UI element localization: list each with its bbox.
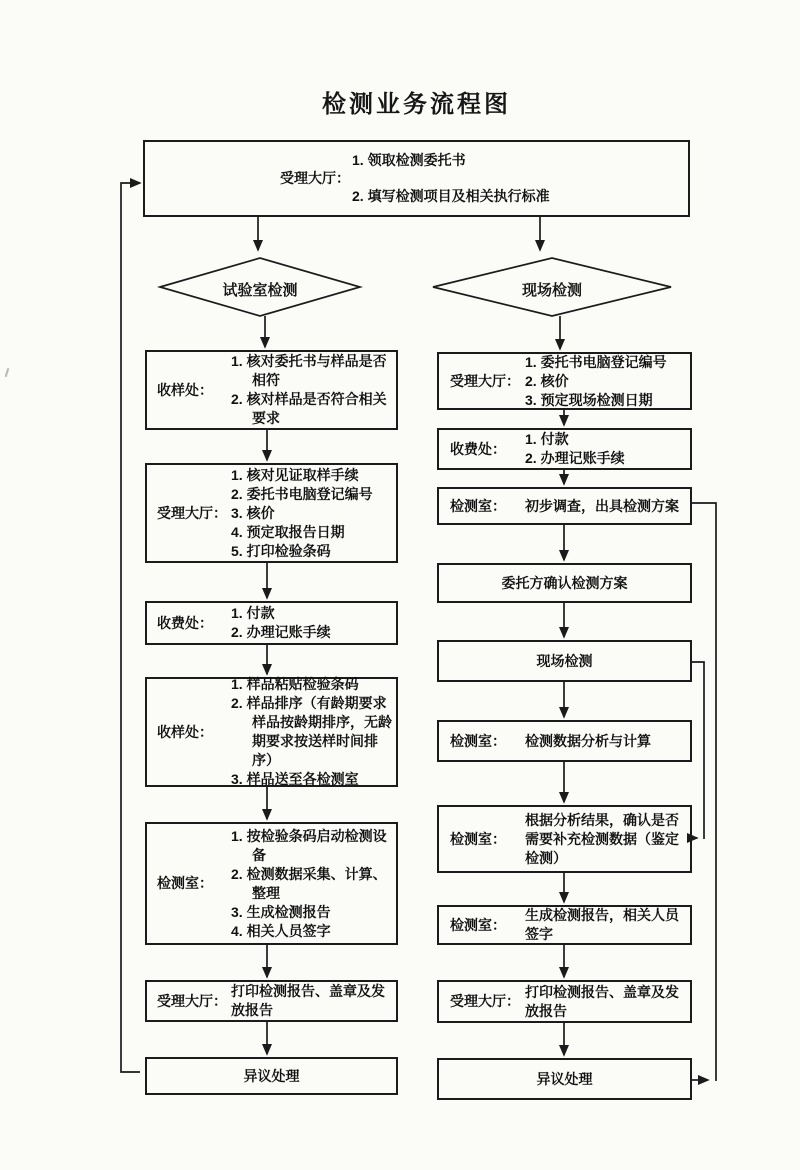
node-items [525,430,690,468]
node-items [525,353,690,410]
node-label: 受理大厅： [157,992,227,1009]
node-right-site-testing [437,640,692,682]
list-item: 1. 按检验条码启动检测设备 [231,827,387,863]
list-item: 3. 预定现场检测日期 [525,391,653,408]
list-item: 1. 样品粘贴检验条码 [231,676,359,692]
page-title: 检测业务流程图 [322,91,511,118]
node-label: 检测室： [450,830,506,847]
node-label: 收样处： [157,381,213,398]
node-text: 打印检测报告、盖章及发放报告 [231,983,385,1018]
node-right-reception-hall-1 [437,352,692,410]
node-text: 检测数据分析与计算 [525,732,651,749]
list-item: 3. 生成检测报告 [231,903,331,920]
node-left-testing-room [145,822,398,945]
node-items [231,604,396,642]
list-item: 1. 付款 [231,605,275,621]
list-item: 2. 填写检测项目及相关执行标准 [352,188,550,204]
node-left-sample-receipt-2 [145,677,398,787]
list-item: 2. 检测数据采集、计算、整理 [231,865,387,901]
list-item: 4. 预定取报告日期 [231,523,345,540]
node-items [231,352,396,428]
node-text: 委托方确认检测方案 [501,574,628,591]
feedback-right-inner-line [692,662,704,839]
node-text: 异议处理 [536,1070,593,1087]
list-item: 2. 核对样品是否符合相关要求 [231,391,387,426]
node-text: 异议处理 [243,1067,300,1084]
list-item: 1. 领取检测委托书 [352,152,466,168]
node-items [231,675,396,789]
node-items [350,151,688,206]
node-right-dispute-handling [437,1058,692,1100]
decision-lab-label: 试验室检测 [222,282,298,299]
node-label: 检测室： [450,497,506,514]
node-items [231,466,396,561]
node-text: 根据分析结果，确认是否需要补充检测数据（鉴定检测） [525,811,679,866]
list-item: 1. 委托书电脑登记编号 [525,353,667,370]
list-item: 1. 核对见证取样手续 [231,466,359,483]
list-item: 5. 打印检验条码 [231,542,331,559]
node-text: 现场检测 [536,652,593,669]
node-label: 收费处： [450,440,506,457]
node-left-dispute-handling [145,1057,398,1095]
node-reception-hall-top [143,140,690,217]
node-label: 检测室： [450,732,506,749]
list-item: 3. 样品送至各检测室 [231,771,359,787]
node-label: 受理大厅： [450,372,520,389]
node-right-client-confirm [437,563,692,603]
node-left-report-issue [145,980,398,1022]
list-item: 1. 付款 [525,431,569,447]
node-right-report-issue [437,980,692,1023]
node-label: 检测室： [450,916,506,933]
feedback-left-dispute-to-top [121,183,140,1072]
node-label: 受理大厅： [157,504,227,521]
node-label: 受理大厅： [450,993,520,1009]
list-item: 2. 委托书电脑登记编号 [231,485,373,502]
list-item: 1. 核对委托书与样品是否相符 [231,353,387,388]
decision-site-label: 现场检测 [521,282,582,299]
node-label: 收费处： [157,614,213,631]
node-label: 收样处： [157,723,213,740]
node-left-reception-hall [145,463,398,563]
node-right-report-sign [437,905,692,945]
list-item: 2. 核价 [525,372,569,389]
node-left-sample-receipt-1 [145,350,398,430]
scan-artifact [5,368,10,377]
node-text: 生成检测报告，相关人员签字 [525,907,679,942]
node-right-preliminary-survey [437,487,692,525]
list-item: 4. 相关人员签字 [231,922,331,939]
feedback-right-outer-line [692,503,716,1081]
node-right-cashier [437,428,692,470]
node-label: 检测室： [157,875,213,891]
list-item: 2. 办理记账手续 [231,624,331,640]
node-left-cashier [145,601,398,645]
node-items [231,827,396,941]
node-text: 打印检测报告、盖章及发放报告 [525,983,679,1019]
list-item: 2. 样品排序（有龄期要求样品按龄期排序，无龄期要求按送样时间排序） [231,695,392,768]
list-item: 3. 核价 [231,504,275,521]
list-item: 2. 办理记账手续 [525,450,625,466]
node-right-data-analysis [437,720,692,762]
node-label: 受理大厅： [280,170,350,186]
node-text: 初步调查，出具检测方案 [525,497,679,514]
node-right-supplement-confirm [437,805,692,873]
